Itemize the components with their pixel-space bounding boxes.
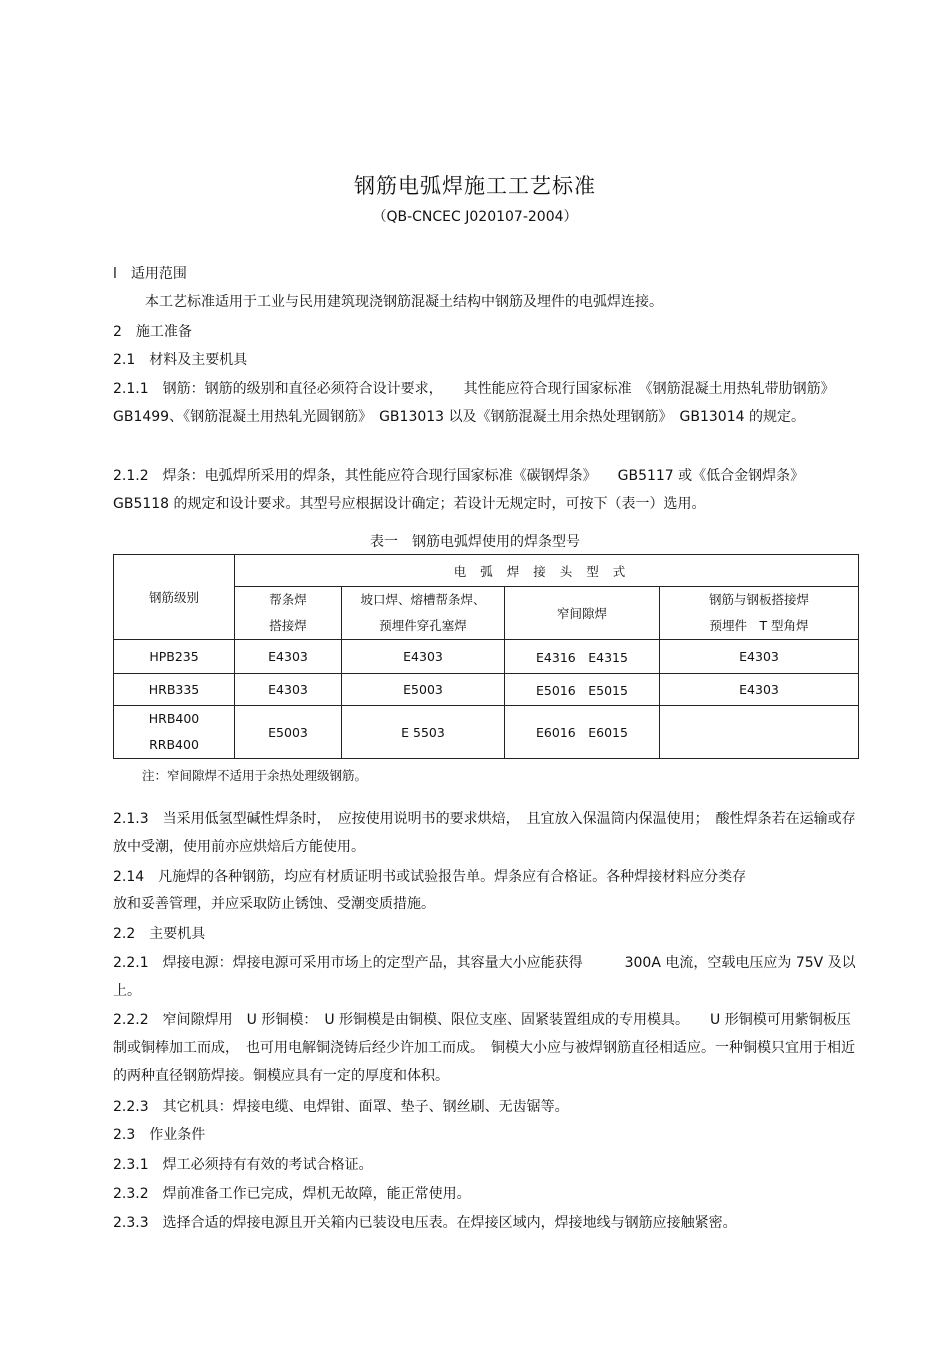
- cell: E4316 E4315: [505, 640, 660, 674]
- section-2-1-4-line2: 放和妥善管理，并应采取防止锈蚀、受潮变质措施。: [113, 896, 435, 912]
- section-1-heading: l 适用范围: [113, 266, 187, 282]
- table-row: [114, 674, 859, 706]
- table-row: [114, 640, 859, 674]
- cell: E 5503: [342, 706, 505, 759]
- section-2-3-1: 2.3.1 焊工必须持有有效的考试合格证。: [113, 1157, 373, 1173]
- joint-type-header: 电弧焊接头型式: [235, 555, 859, 587]
- section-2-1-1: 2.1.1 钢筋：钢筋的级别和直径必须符合设计要求， 其性能应符合现行国家标准 《钢筋混凝土用热轧带肋钢筋》 GB1499、《钢筋混凝土用热轧光圆钢筋》 GB13013 以及《钢筋混凝土用余热处理钢筋》 GB13014 的规定。: [113, 381, 835, 425]
- section-2-1-4-line1: 2.14 凡施焊的各种钢筋，均应有材质证明书或试验报告单。焊条应有合格证。各种焊接材料应分类存: [113, 869, 747, 885]
- section-2-1-2: 2.1.2 焊条：电弧焊所采用的焊条，其性能应符合现行国家标准《碳钢焊条》 GB5117 或《低合金钢焊条》 GB5118 的规定和设计要求。其型号应根据设计确定；若设计无规定时，可按下（表一）选用。: [113, 468, 805, 512]
- document-code: （QB-CNCEC J020107-2004）: [372, 209, 578, 225]
- section-2-1-heading: 2.1 材料及主要机具: [113, 352, 248, 368]
- cell: E5003: [235, 706, 342, 759]
- section-2-2-3: 2.2.3 其它机具：焊接电缆、电焊钳、面罩、垫子、钢丝刷、无齿锯等。: [113, 1099, 569, 1115]
- cell: E4303: [660, 640, 859, 674]
- section-2-2-heading: 2.2 主要机具: [113, 926, 206, 942]
- cell-grade: HPB235: [114, 640, 235, 674]
- section-2-3-3: 2.3.3 选择合适的焊接电源且开关箱内已装设电压表。在焊接区域内，焊接地线与钢筋应接触紧密。: [113, 1215, 737, 1231]
- table-note: 注：窄间隙焊不适用于余热处理级钢筋。: [142, 768, 368, 783]
- cell: E4303: [235, 674, 342, 706]
- cell: E5003: [342, 674, 505, 706]
- section-2-heading: 2 施工准备: [113, 324, 192, 340]
- section-2-3-2: 2.3.2 焊前准备工作已完成，焊机无故障，能正常使用。: [113, 1186, 471, 1202]
- section-2-3-heading: 2.3 作业条件: [113, 1127, 206, 1143]
- cell-grade: HRB335: [114, 674, 235, 706]
- table-caption: 表一 钢筋电弧焊使用的焊条型号: [370, 534, 580, 550]
- section-2-2-1: 2.2.1 焊接电源：焊接电源可采用市场上的定型产品，其容量大小应能获得 300A 电流，空载电压应为 75V 及以上。: [113, 955, 856, 999]
- cell-grade: HRB400 RRB400: [114, 706, 235, 759]
- cell: E5016 E5015: [505, 674, 660, 706]
- cell: E4303: [235, 640, 342, 674]
- col-header-zhaijianxi: 窄间隙焊: [505, 587, 660, 640]
- section-2-1-3: 2.1.3 当采用低氢型碱性焊条时， 应按使用说明书的要求烘焙， 且宜放入保温筒内保温使用； 酸性焊条若在运输或存放中受潮，使用前亦应烘焙后方能使用。: [113, 811, 856, 855]
- table-row: [114, 706, 859, 759]
- cell: E4303: [660, 674, 859, 706]
- col-header-bangtiao: 帮条焊 搭接焊: [235, 587, 342, 640]
- col-header-pokou: 坡口焊、熔槽帮条焊、 预埋件穿孔塞焊: [342, 587, 505, 640]
- col-header-gangban: 钢筋与钢板搭接焊 预埋件 T 型角焊: [660, 587, 859, 640]
- document-title: 钢筋电弧焊施工工艺标准: [354, 174, 596, 198]
- cell: [660, 706, 859, 759]
- cell: E4303: [342, 640, 505, 674]
- grade-header: 钢筋级别: [114, 555, 235, 640]
- section-2-2-2: 2.2.2 窄间隙焊用 U 形铜模： U 形铜模是由铜模、限位支座、固紧装置组成的专用模具。 U 形铜模可用紫铜板压制或铜棒加工而成， 也可用电解铜浇铸后经少许加工而成。 铜模大小应与被焊钢筋直径相适应。一种铜模只宜用于相近的两种直径钢筋焊接。铜模应具有一定的厚度和体积。: [113, 1012, 855, 1084]
- section-1-text: 本工艺标准适用于工业与民用建筑现浇钢筋混凝土结构中钢筋及埋件的电弧焊连接。: [145, 294, 663, 310]
- cell: E6016 E6015: [505, 706, 660, 759]
- electrode-table: [113, 554, 859, 759]
